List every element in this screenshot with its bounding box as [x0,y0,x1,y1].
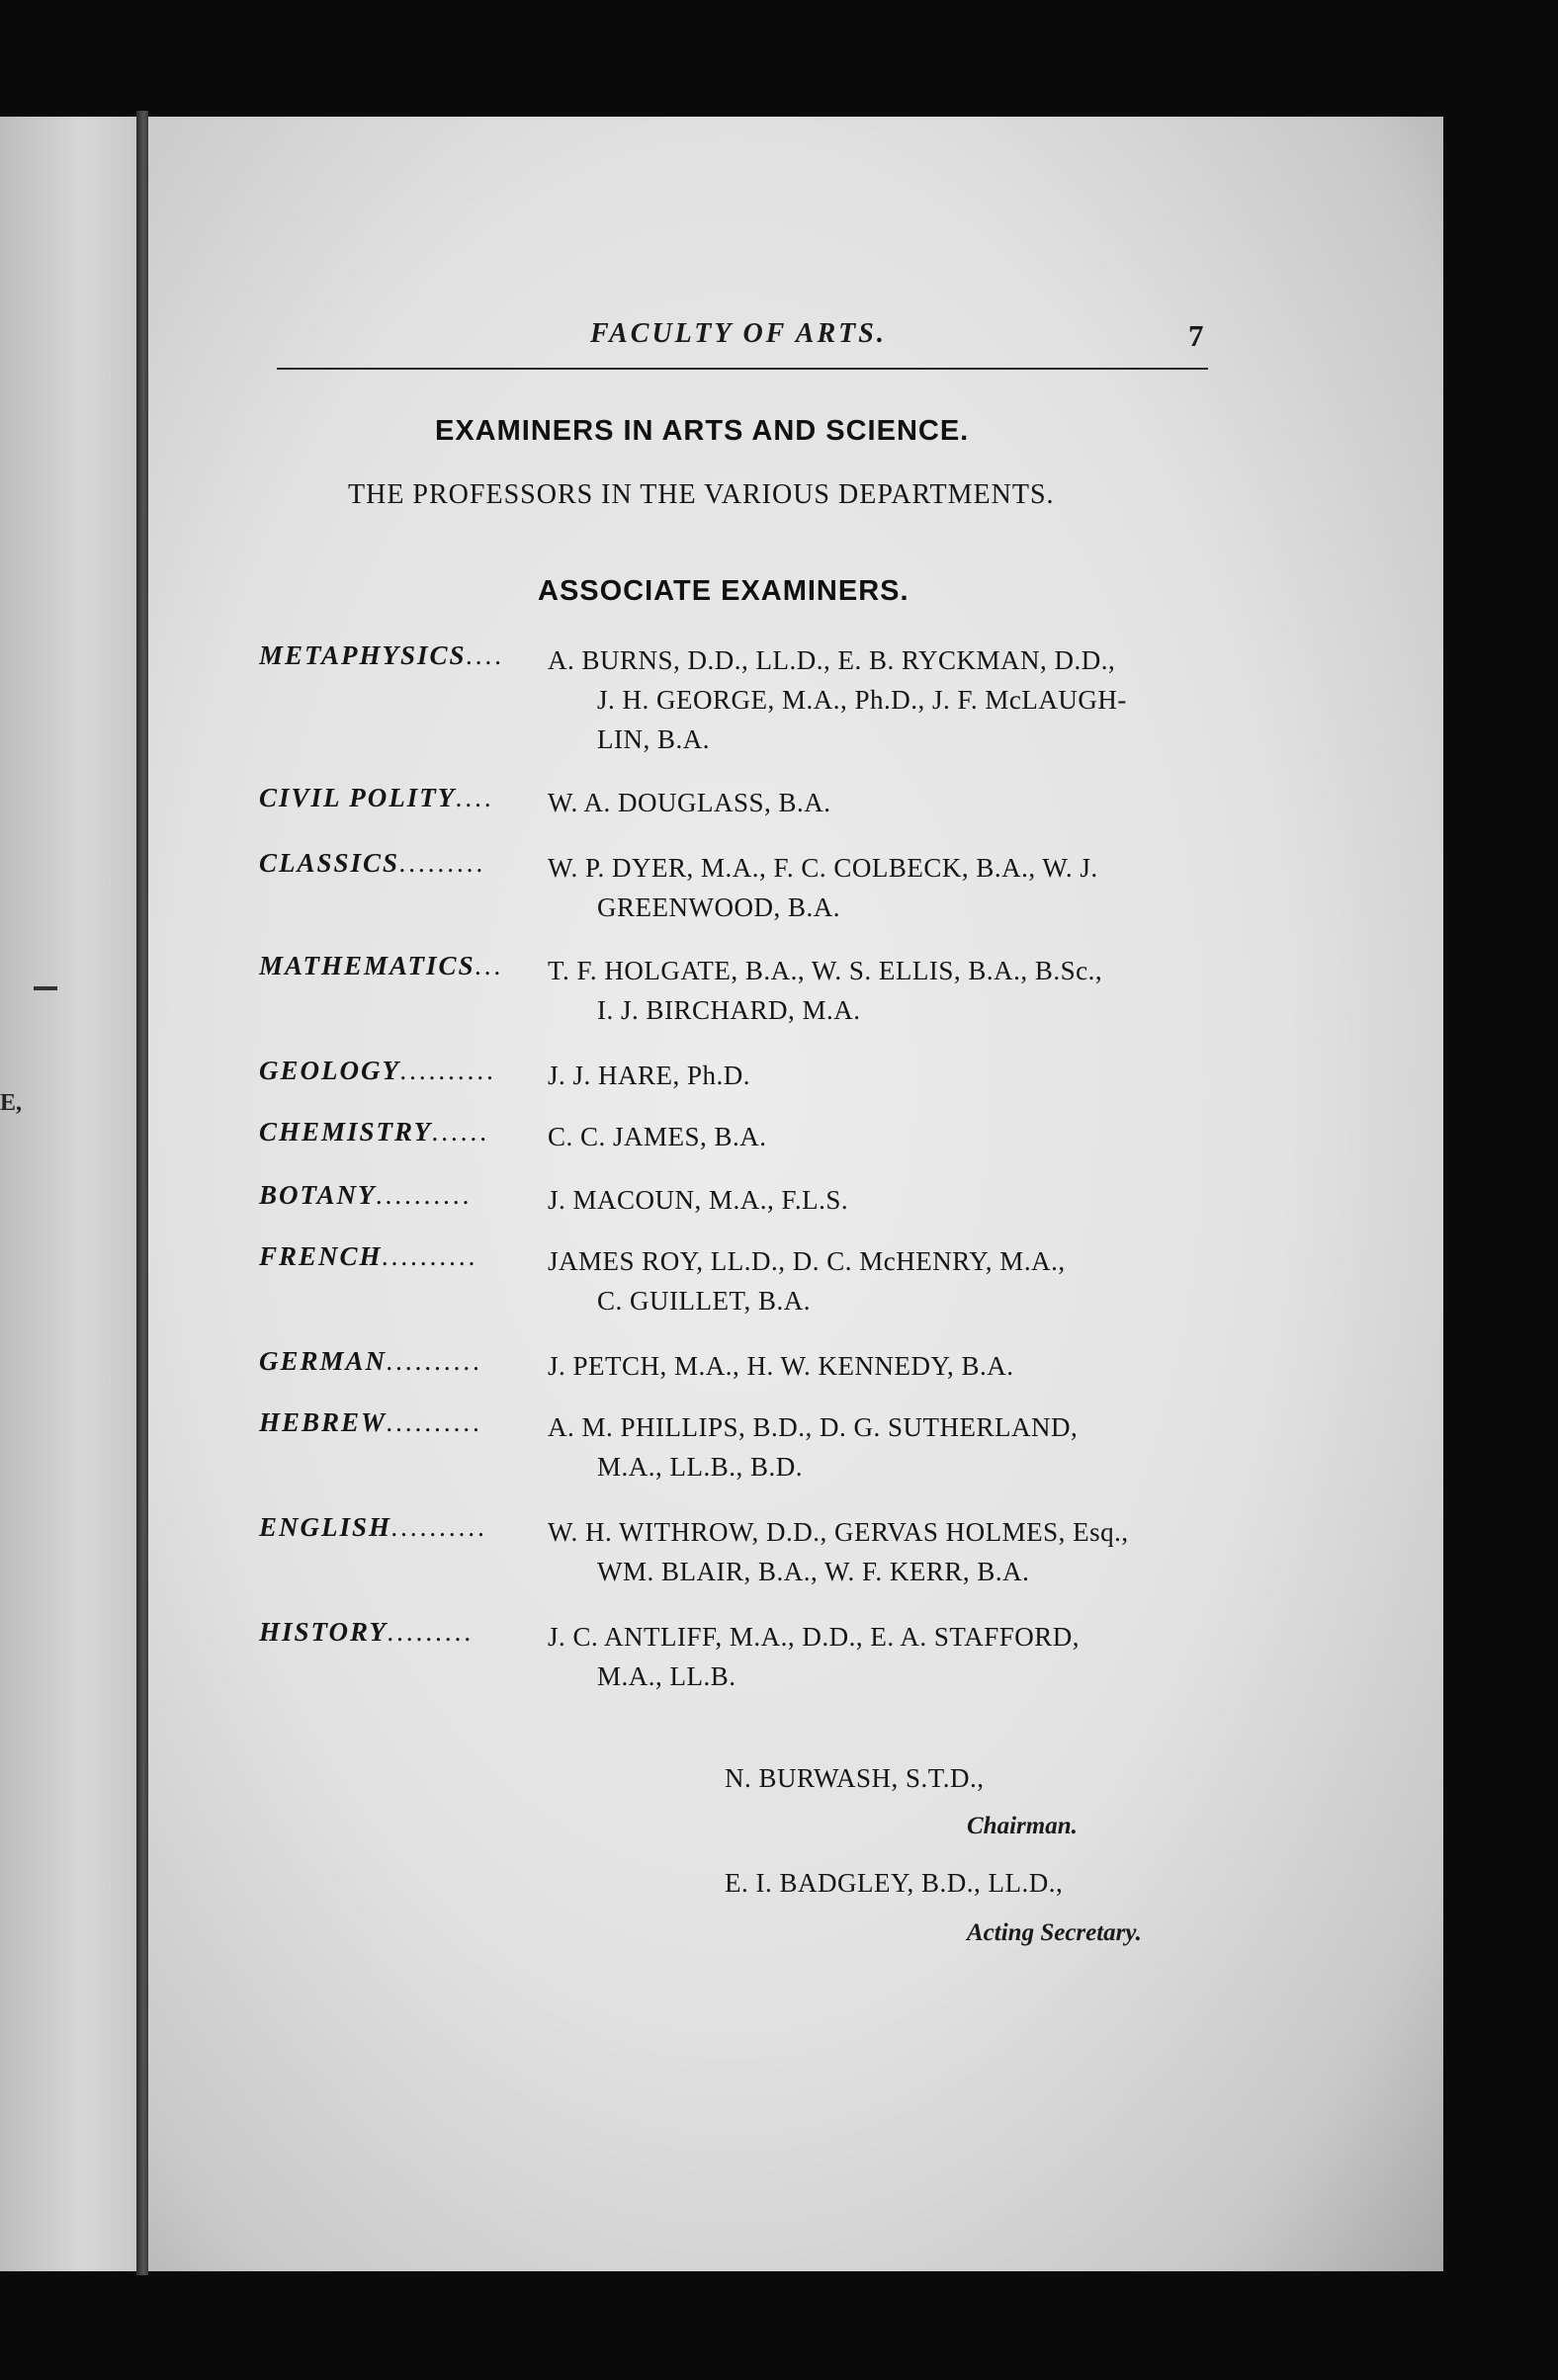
left-page-fragment: E, [0,1090,23,1116]
running-header: FACULTY OF ARTS. [590,318,887,349]
examiner-line: WM. BLAIR, B.A., W. F. KERR, B.A. [597,1557,1030,1586]
examiner-line: M.A., LL.B. [597,1661,736,1691]
examiner-names [548,1512,1240,1591]
main-heading: EXAMINERS IN ARTS AND SCIENCE. [435,415,970,447]
department-name: BOTANY [259,1180,377,1210]
department-label [259,1617,546,1648]
department-name: HISTORY [259,1617,389,1647]
examiner-names [548,1180,1240,1220]
leader-dots: .......... [400,1056,497,1085]
department-name: FRENCH [259,1241,383,1271]
examiner-names [548,1346,1240,1386]
associate-heading: ASSOCIATE EXAMINERS. [538,575,909,607]
examiner-line: C. GUILLET, B.A. [597,1286,811,1316]
leader-dots: .......... [382,1241,479,1271]
examiner-line: J. H. GEORGE, M.A., Ph.D., J. F. McLAUGH- [597,685,1127,715]
department-name: MATHEMATICS [259,951,476,980]
sub-heading: THE PROFESSORS IN THE VARIOUS DEPARTMENTS. [348,479,1055,510]
examiner-line: J. PETCH, M.A., H. W. KENNEDY, B.A. [548,1351,1014,1381]
examiner-names [548,951,1240,1030]
examiner-names [548,1117,1240,1156]
examiner-names [548,783,1240,822]
department-name: ENGLISH [259,1512,392,1542]
department-name: HEBREW [259,1407,388,1437]
examiner-line: C. C. JAMES, B.A. [548,1122,767,1151]
examiner-line: GREENWOOD, B.A. [597,892,840,922]
examiner-line: I. J. BIRCHARD, M.A. [597,995,861,1025]
examiner-names [548,1617,1240,1696]
department-label [259,848,546,879]
chairman-role: Chairman. [967,1813,1078,1839]
department-name: CLASSICS [259,848,400,878]
chairman-name: N. BURWASH, S.T.D., [725,1763,985,1793]
examiner-names [548,640,1240,759]
left-page-edge [0,117,138,2271]
examiner-line: M.A., LL.B., B.D. [597,1452,804,1482]
examiner-names [548,848,1240,927]
leader-dots: ...... [432,1117,490,1147]
leader-dots: ......... [399,848,486,878]
department-label [259,1117,546,1148]
department-label [259,1241,546,1272]
department-label [259,1056,546,1086]
secretary-name: E. I. BADGLEY, B.D., LL.D., [725,1868,1064,1898]
book-spine [136,111,148,2275]
leader-dots: .......... [387,1407,483,1437]
left-page-mark [34,986,57,990]
department-name: CHEMISTRY [259,1117,433,1147]
department-label [259,1407,546,1438]
department-name: GERMAN [259,1346,388,1376]
examiner-line: A. M. PHILLIPS, B.D., D. G. SUTHERLAND, [548,1412,1079,1442]
department-name: GEOLOGY [259,1056,400,1085]
department-label [259,951,546,981]
department-label [259,1180,546,1211]
examiner-line: J. J. HARE, Ph.D. [548,1061,751,1090]
examiner-names [548,1407,1240,1487]
leader-dots: .... [456,783,495,812]
leader-dots: .......... [376,1180,474,1210]
leader-dots: ... [475,951,504,980]
leader-dots: .... [466,640,505,670]
department-label [259,1346,546,1377]
examiner-line: J. C. ANTLIFF, M.A., D.D., E. A. STAFFORD, [548,1622,1081,1652]
department-label [259,783,546,813]
department-name: METAPHYSICS [259,640,467,670]
examiner-line: W. P. DYER, M.A., F. C. COLBECK, B.A., W. J. [548,853,1098,883]
department-name: CIVIL POLITY [259,783,457,812]
page-number: 7 [1188,318,1204,353]
leader-dots: .......... [387,1346,483,1376]
leader-dots: ......... [388,1617,475,1647]
department-label [259,640,546,671]
examiner-line: A. BURNS, D.D., LL.D., E. B. RYCKMAN, D.D., [548,645,1116,675]
header-rule [277,368,1208,370]
examiner-line: W. H. WITHROW, D.D., GERVAS HOLMES, Esq., [548,1517,1129,1547]
examiner-names [548,1056,1240,1095]
leader-dots: .......... [391,1512,488,1542]
examiner-line: JAMES ROY, LL.D., D. C. McHENRY, M.A., [548,1246,1066,1276]
examiner-line: J. MACOUN, M.A., F.L.S. [548,1185,849,1215]
examiner-line: LIN, B.A. [597,724,710,754]
examiner-line: W. A. DOUGLASS, B.A. [548,788,831,817]
department-label [259,1512,546,1543]
examiner-line: T. F. HOLGATE, B.A., W. S. ELLIS, B.A., B.Sc., [548,956,1103,985]
examiner-names [548,1241,1240,1320]
secretary-role: Acting Secretary. [967,1919,1142,1946]
